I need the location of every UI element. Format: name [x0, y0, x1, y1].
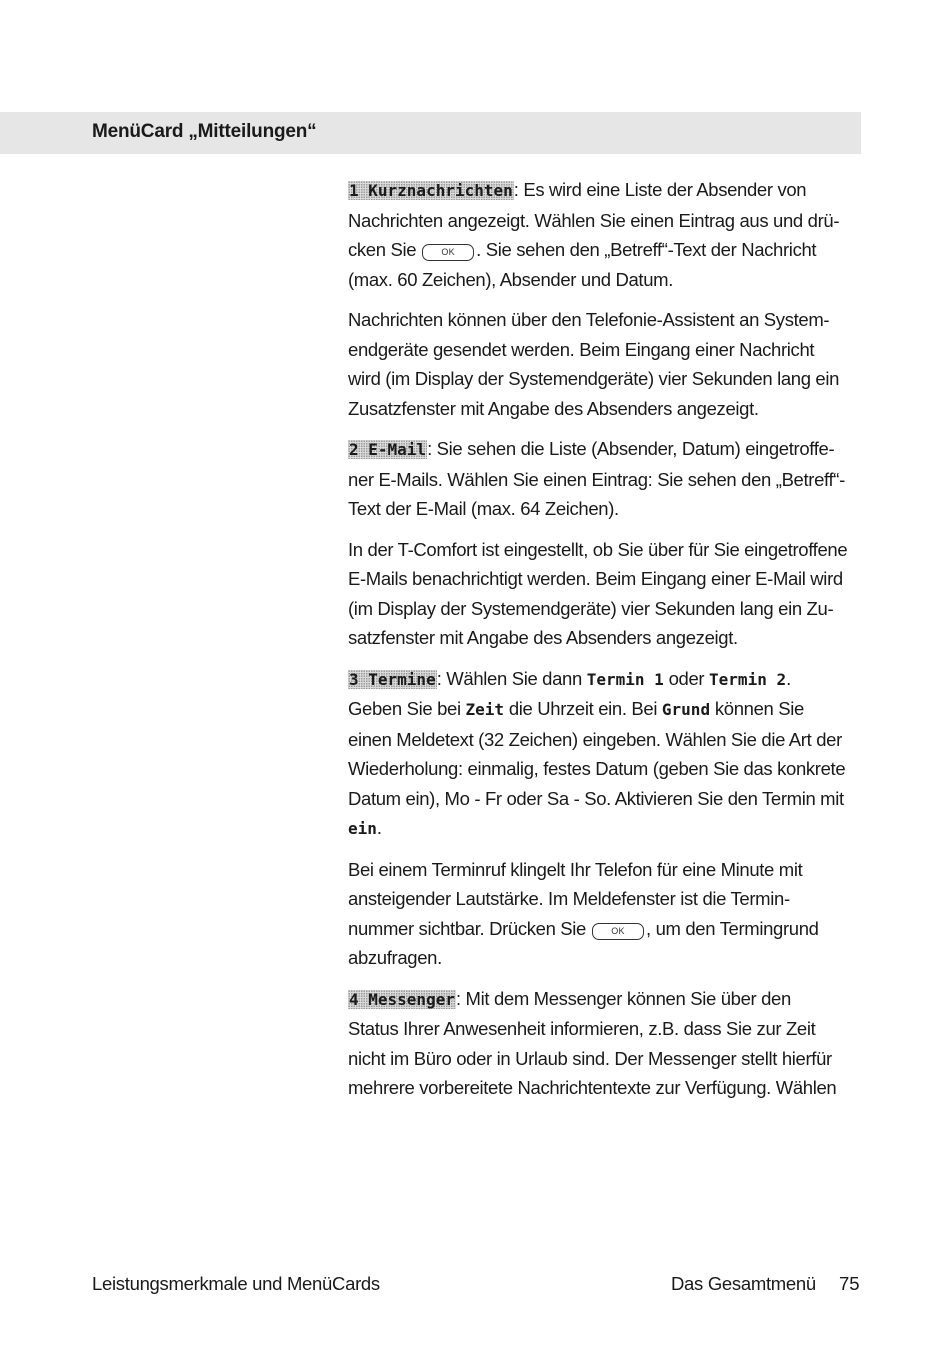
text-line	[348, 694, 860, 725]
text-fragment: , um den Termingrund	[646, 917, 819, 939]
menu-term-termin-1: Termin 1	[586, 669, 664, 689]
paragraph-messenger	[348, 984, 860, 1103]
text-line: Zusatzfenster mit Angabe des Absenders angezeigt.	[348, 397, 759, 419]
menu-term-zeit: Zeit	[465, 700, 505, 719]
text-line: mehrere vorbereitete Nachrichtentexte zur Verfügung. Wählen	[348, 1077, 837, 1098]
text-line: Datum ein), Mo - Fr oder Sa - So. Aktivieren Sie den Termin mit	[348, 787, 844, 809]
paragraph-t-comfort	[348, 535, 860, 653]
text-fragment: : Mit dem Messenger können Sie über den	[455, 987, 791, 1009]
text-line: wird (im Display der Systemendgeräte) vier Sekunden lang ein	[348, 368, 840, 389]
paragraph-kurznachrichten	[348, 175, 860, 294]
text-line: nicht im Büro oder in Urlaub sind. Der Messenger stellt hierfür	[348, 1047, 832, 1069]
text-fragment: die Uhrzeit ein. Bei	[508, 698, 658, 719]
text-line	[348, 664, 860, 695]
text-fragment: : Sie sehen die Liste (Absender, Datum) eingetroffe-	[427, 438, 835, 459]
text-line: (max. 60 Zeichen), Absender und Datum.	[348, 268, 674, 290]
text-line: endgeräte gesendet werden. Beim Eingang einer Nachricht	[348, 338, 815, 360]
menu-item-kurznachrichten: 1 Kurznachrichten	[349, 181, 513, 200]
text-line	[348, 434, 860, 465]
text-fragment: nummer sichtbar. Drücken Sie	[348, 917, 586, 939]
menu-item-messenger: 4 Messenger	[349, 989, 455, 1009]
text-line	[348, 235, 860, 265]
text-line: E-Mails benachrichtigt werden. Beim Eingang einer E-Mail wird	[348, 568, 843, 589]
text-line: Bei einem Terminruf klingelt Ihr Telefon für eine Minute mit	[348, 858, 803, 880]
text-line: satzfenster mit Angabe des Absenders angezeigt.	[348, 627, 738, 648]
main-content	[348, 175, 860, 1114]
text-line: In der T-Comfort ist eingestellt, ob Sie über für Sie eingetroffene	[348, 538, 848, 560]
text-line: abzufragen.	[348, 947, 442, 968]
footer-section-title: Das Gesamtmenü	[671, 1273, 816, 1294]
section-title: MenüCard „Mitteilungen“	[92, 121, 317, 142]
paragraph-termine	[348, 664, 860, 844]
text-fragment: : Es wird eine Liste der Absender von	[513, 179, 807, 200]
text-fragment: oder	[668, 667, 705, 689]
paragraph-terminruf	[348, 855, 860, 973]
text-fragment: können Sie	[714, 698, 804, 719]
text-line	[348, 175, 860, 206]
text-line: (im Display der Systemendgeräte) vier Sekunden lang ein Zu-	[348, 597, 834, 619]
page-number: 75	[839, 1273, 860, 1294]
text-fragment: . Sie sehen den „Betreff“-Text der Nachricht	[476, 239, 817, 260]
ok-key-icon: OK	[422, 244, 474, 261]
text-line	[348, 914, 860, 944]
text-fragment: Geben Sie bei	[348, 698, 461, 719]
text-fragment: : Wählen Sie dann	[436, 667, 582, 689]
text-line	[348, 984, 860, 1015]
menu-term-ein: ein	[348, 819, 377, 838]
paragraph-email	[348, 434, 860, 524]
menu-item-email: 2 E-Mail	[349, 440, 427, 459]
menu-term-grund: Grund	[661, 700, 711, 719]
text-line: Status Ihrer Anwesenheit informieren, z.B. dass Sie zur Zeit	[348, 1018, 816, 1039]
ok-key-icon: OK	[592, 923, 644, 940]
footer-chapter-title: Leistungsmerkmale und MenüCards	[92, 1273, 380, 1294]
menu-term-termin-2: Termin 2	[709, 669, 787, 689]
text-line: Wiederholung: einmalig, festes Datum (geben Sie das konkrete	[348, 758, 846, 779]
text-fragment: .	[376, 817, 382, 838]
text-fragment: cken Sie	[348, 239, 417, 260]
text-line: einen Meldetext (32 Zeichen) eingeben. Wählen Sie die Art der	[348, 728, 842, 750]
text-line: Text der E-Mail (max. 64 Zeichen).	[348, 498, 619, 519]
text-line	[348, 813, 860, 844]
text-line: ner E-Mails. Wählen Sie einen Eintrag: Sie sehen den „Betreff“-	[348, 468, 845, 490]
text-fragment: .	[786, 667, 791, 689]
text-line: ansteigender Lautstärke. Im Meldefenster ist die Termin-	[348, 888, 790, 909]
text-line: Nachrichten können über den Telefonie-Assistent an System-	[348, 309, 830, 330]
text-line: Nachrichten angezeigt. Wählen Sie einen Eintrag aus und drü-	[348, 209, 840, 231]
paragraph-telefonie-assistent	[348, 305, 860, 423]
menu-item-termine: 3 Termine	[349, 669, 436, 689]
